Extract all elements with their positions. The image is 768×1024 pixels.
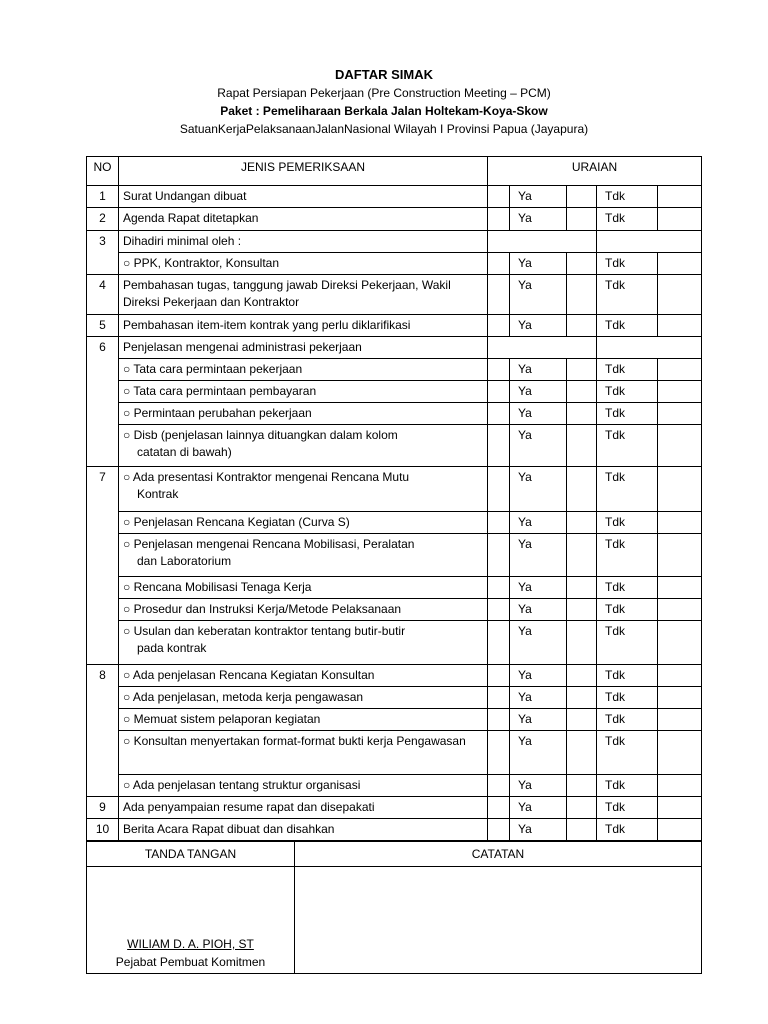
table-row	[87, 231, 702, 253]
ya-label: Ya	[510, 731, 567, 775]
ya-label: Ya	[510, 687, 567, 709]
ya-checkbox[interactable]	[488, 775, 510, 797]
row-item: ○ Tata cara permintaan pekerjaan	[119, 359, 488, 381]
tdk-checkbox[interactable]	[567, 381, 597, 403]
tdk-label: Tdk	[597, 687, 658, 709]
tdk-label: Tdk	[597, 208, 658, 231]
tdk-label: Tdk	[597, 253, 658, 275]
row-number: 10	[87, 819, 119, 841]
tdk-label: Tdk	[597, 731, 658, 775]
tdk-label: Tdk	[597, 425, 658, 467]
row-item: ○ Konsultan menyertakan format-format bukti kerja Pengawasan	[119, 731, 488, 775]
row-item: ○ Ada penjelasan Rencana Kegiatan Konsultan	[119, 665, 488, 687]
remark-cell	[658, 403, 702, 425]
remark-cell	[658, 186, 702, 208]
table-row	[87, 577, 702, 599]
tdk-label: Tdk	[597, 275, 658, 315]
table-row	[87, 731, 702, 775]
row-item: ○ Penjelasan Rencana Kegiatan (Curva S)	[119, 512, 488, 534]
row-item: Agenda Rapat ditetapkan	[119, 208, 488, 231]
ya-label: Ya	[510, 599, 567, 621]
tdk-checkbox[interactable]	[567, 819, 597, 841]
ya-checkbox[interactable]	[488, 208, 510, 231]
row-number: 5	[87, 315, 119, 337]
remark-cell	[658, 467, 702, 512]
signatory-role: Pejabat Pembuat Komitmen	[115, 955, 266, 969]
remark-cell	[658, 665, 702, 687]
notes-area[interactable]	[295, 867, 702, 974]
signature-header: TANDA TANGAN	[87, 842, 295, 867]
tdk-label: Tdk	[597, 359, 658, 381]
tdk-checkbox[interactable]	[567, 599, 597, 621]
tdk-checkbox[interactable]	[567, 577, 597, 599]
remark-cell	[658, 599, 702, 621]
ya-label: Ya	[510, 534, 567, 577]
document-header	[0, 66, 768, 138]
row-item: Pembahasan item-item kontrak yang perlu diklarifikasi	[119, 315, 488, 337]
row-number: 8	[87, 665, 119, 797]
ya-checkbox[interactable]	[488, 275, 510, 315]
tdk-label: Tdk	[597, 534, 658, 577]
package-name: Paket : Pemeliharaan Berkala Jalan Holtekam-Koya-Skow	[220, 104, 548, 118]
row-item	[119, 467, 488, 512]
tdk-checkbox[interactable]	[567, 359, 597, 381]
tdk-checkbox[interactable]	[567, 208, 597, 231]
meeting-title: Rapat Persiapan Pekerjaan (Pre Construction Meeting – PCM)	[217, 86, 551, 100]
ya-checkbox[interactable]	[488, 315, 510, 337]
row-item: Ada penyampaian resume rapat dan disepakati	[119, 797, 488, 819]
row-item: Penjelasan mengenai administrasi pekerjaan	[119, 337, 488, 359]
ya-label: Ya	[510, 381, 567, 403]
table-row	[87, 253, 702, 275]
tdk-checkbox[interactable]	[567, 467, 597, 512]
remark-cell	[658, 577, 702, 599]
table-row	[87, 315, 702, 337]
table-row	[87, 359, 702, 381]
ya-label: Ya	[510, 819, 567, 841]
ya-label: Ya	[510, 665, 567, 687]
table-row	[87, 687, 702, 709]
empty-cell	[488, 337, 597, 359]
tdk-label: Tdk	[597, 797, 658, 819]
ya-label: Ya	[510, 275, 567, 315]
remark-cell	[658, 534, 702, 577]
ya-label: Ya	[510, 775, 567, 797]
tdk-label: Tdk	[597, 186, 658, 208]
remark-cell	[658, 425, 702, 467]
row-item-line: ○ Disb (penjelasan lainnya dituangkan dalam kolom	[123, 428, 398, 442]
ya-checkbox[interactable]	[488, 253, 510, 275]
remark-cell	[658, 731, 702, 775]
remark-cell	[658, 797, 702, 819]
ya-checkbox[interactable]	[488, 621, 510, 665]
remark-cell	[658, 775, 702, 797]
row-item	[119, 534, 488, 577]
tdk-label: Tdk	[597, 665, 658, 687]
table-row	[87, 775, 702, 797]
row-item: Dihadiri minimal oleh :	[119, 231, 488, 253]
signature-body-row	[87, 867, 702, 974]
tdk-checkbox[interactable]	[567, 403, 597, 425]
remark-cell	[658, 819, 702, 841]
table-row	[87, 337, 702, 359]
ya-checkbox[interactable]	[488, 819, 510, 841]
ya-checkbox[interactable]	[488, 687, 510, 709]
table-row	[87, 208, 702, 231]
row-item-line: dan Laboratorium	[137, 554, 232, 568]
row-item: ○ Prosedur dan Instruksi Kerja/Metode Pelaksanaan	[119, 599, 488, 621]
ya-label: Ya	[510, 512, 567, 534]
row-item: ○ Rencana Mobilisasi Tenaga Kerja	[119, 577, 488, 599]
row-item: Surat Undangan dibuat	[119, 186, 488, 208]
ya-checkbox[interactable]	[488, 403, 510, 425]
ya-checkbox[interactable]	[488, 359, 510, 381]
ya-label: Ya	[510, 253, 567, 275]
ya-label: Ya	[510, 315, 567, 337]
ya-checkbox[interactable]	[488, 534, 510, 577]
remark-cell	[658, 208, 702, 231]
document-title: DAFTAR SIMAK	[335, 67, 433, 82]
row-item-line: pada kontrak	[137, 641, 207, 655]
empty-cell	[597, 231, 702, 253]
ya-checkbox[interactable]	[488, 665, 510, 687]
checklist-table	[86, 156, 702, 841]
tdk-checkbox[interactable]	[567, 315, 597, 337]
remark-cell	[658, 687, 702, 709]
work-unit: SatuanKerjaPelaksanaanJalanNasional Wilayah I Provinsi Papua (Jayapura)	[179, 122, 589, 136]
tdk-checkbox[interactable]	[567, 621, 597, 665]
ya-checkbox[interactable]	[488, 731, 510, 775]
ya-checkbox[interactable]	[488, 599, 510, 621]
row-item: ○ Ada penjelasan, metoda kerja pengawasan	[119, 687, 488, 709]
tdk-checkbox[interactable]	[567, 665, 597, 687]
tdk-checkbox[interactable]	[567, 186, 597, 208]
ya-label: Ya	[510, 577, 567, 599]
tdk-checkbox[interactable]	[567, 425, 597, 467]
ya-label: Ya	[510, 208, 567, 231]
table-row	[87, 186, 702, 208]
table-row	[87, 467, 702, 512]
ya-label: Ya	[510, 797, 567, 819]
row-number: 9	[87, 797, 119, 819]
tdk-label: Tdk	[597, 577, 658, 599]
ya-checkbox[interactable]	[488, 709, 510, 731]
ya-label: Ya	[510, 709, 567, 731]
tdk-label: Tdk	[597, 709, 658, 731]
row-item-line: catatan di bawah)	[137, 445, 232, 459]
row-item: ○ Permintaan perubahan pekerjaan	[119, 403, 488, 425]
ya-label: Ya	[510, 467, 567, 512]
row-item-line: ○ Usulan dan keberatan kontraktor tentang butir-butir	[123, 624, 406, 638]
table-row	[87, 275, 702, 315]
table-header-row	[87, 157, 702, 186]
ya-checkbox[interactable]	[488, 797, 510, 819]
row-item: ○ Tata cara permintaan pembayaran	[119, 381, 488, 403]
tdk-label: Tdk	[597, 315, 658, 337]
tdk-checkbox[interactable]	[567, 687, 597, 709]
tdk-checkbox[interactable]	[567, 775, 597, 797]
row-item	[119, 621, 488, 665]
signatory-name: WILIAM D. A. PIOH, ST	[127, 937, 254, 951]
ya-label: Ya	[510, 425, 567, 467]
row-number: 7	[87, 467, 119, 665]
tdk-checkbox[interactable]	[567, 275, 597, 315]
row-item-line: ○ Ada presentasi Kontraktor mengenai Rencana Mutu	[123, 470, 410, 484]
tdk-checkbox[interactable]	[567, 709, 597, 731]
tdk-label: Tdk	[597, 467, 658, 512]
tdk-label: Tdk	[597, 621, 658, 665]
remark-cell	[658, 621, 702, 665]
row-item	[119, 425, 488, 467]
row-item-line: ○ Penjelasan mengenai Rencana Mobilisasi, Peralatan	[123, 537, 415, 551]
ya-label: Ya	[510, 359, 567, 381]
ya-checkbox[interactable]	[488, 381, 510, 403]
ya-checkbox[interactable]	[488, 467, 510, 512]
remark-cell	[658, 381, 702, 403]
column-header-uraian: URAIAN	[488, 157, 702, 186]
ya-checkbox[interactable]	[488, 512, 510, 534]
table-row	[87, 425, 702, 467]
tdk-checkbox[interactable]	[567, 512, 597, 534]
row-number: 4	[87, 275, 119, 315]
row-number: 1	[87, 186, 119, 208]
remark-cell	[658, 315, 702, 337]
table-row	[87, 381, 702, 403]
row-number: 3	[87, 231, 119, 275]
row-item: ○ Memuat sistem pelaporan kegiatan	[119, 709, 488, 731]
tdk-label: Tdk	[597, 599, 658, 621]
signature-header-row	[87, 842, 702, 867]
ya-checkbox[interactable]	[488, 425, 510, 467]
tdk-label: Tdk	[597, 512, 658, 534]
row-item: Berita Acara Rapat dibuat dan disahkan	[119, 819, 488, 841]
table-row	[87, 403, 702, 425]
tdk-label: Tdk	[597, 381, 658, 403]
remark-cell	[658, 359, 702, 381]
ya-checkbox[interactable]	[488, 577, 510, 599]
ya-checkbox[interactable]	[488, 186, 510, 208]
table-row	[87, 665, 702, 687]
signature-table	[86, 841, 702, 974]
remark-cell	[658, 709, 702, 731]
ya-label: Ya	[510, 403, 567, 425]
row-number: 6	[87, 337, 119, 467]
ya-label: Ya	[510, 186, 567, 208]
table-row	[87, 512, 702, 534]
row-item-line: Kontrak	[137, 487, 179, 501]
table-row	[87, 534, 702, 577]
row-item: ○ Ada penjelasan tentang struktur organisasi	[119, 775, 488, 797]
remark-cell	[658, 253, 702, 275]
table-row	[87, 709, 702, 731]
table-row	[87, 621, 702, 665]
tdk-label: Tdk	[597, 403, 658, 425]
tdk-label: Tdk	[597, 775, 658, 797]
tdk-label: Tdk	[597, 819, 658, 841]
tdk-checkbox[interactable]	[567, 797, 597, 819]
signature-area	[87, 867, 295, 974]
row-item: ○ PPK, Kontraktor, Konsultan	[119, 253, 488, 275]
column-header-jenis: JENIS PEMERIKSAAN	[119, 157, 488, 186]
empty-cell	[597, 337, 702, 359]
tdk-checkbox[interactable]	[567, 731, 597, 775]
remark-cell	[658, 275, 702, 315]
table-row	[87, 599, 702, 621]
ya-label: Ya	[510, 621, 567, 665]
column-header-no: NO	[87, 157, 119, 186]
tdk-checkbox[interactable]	[567, 534, 597, 577]
table-row	[87, 797, 702, 819]
notes-header: CATATAN	[295, 842, 702, 867]
row-item: Pembahasan tugas, tanggung jawab Direksi Pekerjaan, Wakil Direksi Pekerjaan dan Kontraktor	[119, 275, 488, 315]
tdk-checkbox[interactable]	[567, 253, 597, 275]
remark-cell	[658, 512, 702, 534]
table-row	[87, 819, 702, 841]
row-number: 2	[87, 208, 119, 231]
empty-cell	[488, 231, 597, 253]
